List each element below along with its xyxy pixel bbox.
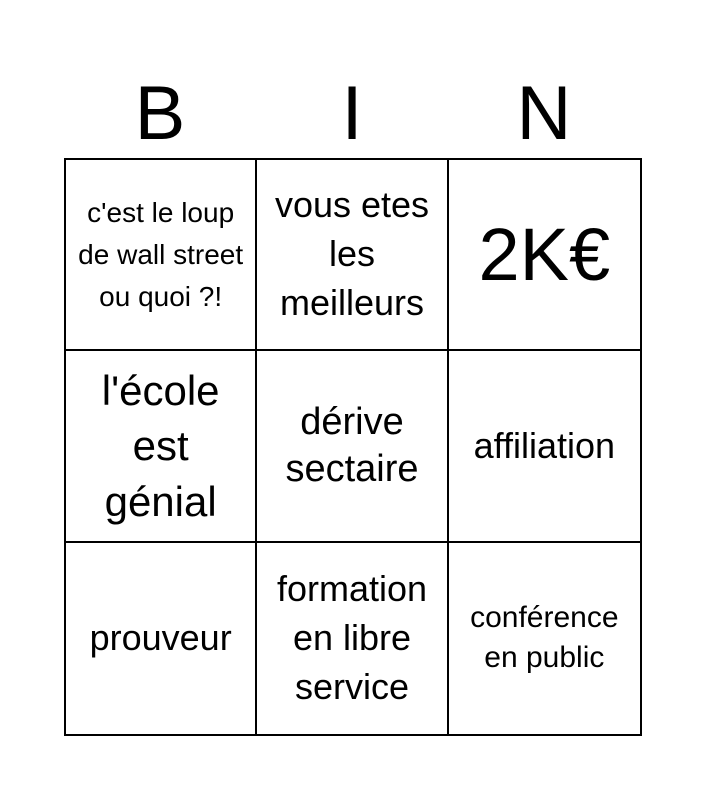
bingo-cell-r3c1[interactable] bbox=[66, 543, 257, 734]
bingo-cell-text: l'école est génial bbox=[101, 366, 220, 525]
bingo-cell-text: affiliation bbox=[473, 424, 616, 466]
bingo-cell-r3c3[interactable] bbox=[449, 543, 640, 734]
bingo-header bbox=[64, 70, 640, 158]
bingo-cell-r2c2[interactable] bbox=[257, 351, 448, 542]
header-letter-i: I bbox=[341, 71, 363, 156]
bingo-cell-text: prouveur bbox=[89, 616, 232, 658]
bingo-cell-r2c3[interactable] bbox=[449, 351, 640, 542]
bingo-grid bbox=[64, 158, 642, 736]
bingo-cell-text: vous etes les meilleurs bbox=[274, 184, 430, 324]
bingo-cell-r1c2[interactable] bbox=[257, 160, 448, 351]
bingo-cell-r2c1[interactable] bbox=[66, 351, 257, 542]
header-letter-n: N bbox=[516, 71, 572, 156]
bingo-cell-r1c1[interactable] bbox=[66, 160, 257, 351]
bingo-cell-text: conférence en public bbox=[470, 600, 619, 675]
bingo-cell-r1c3[interactable] bbox=[449, 160, 640, 351]
bingo-cell-text: dérive sectaire bbox=[285, 400, 419, 490]
bingo-cell-text: formation en libre service bbox=[276, 567, 428, 707]
bingo-cell-r3c2[interactable] bbox=[257, 543, 448, 734]
header-letter-b: B bbox=[134, 71, 186, 156]
bingo-cell-text: 2K€ bbox=[478, 212, 611, 296]
bingo-cell-text: c'est le loup de wall street ou quoi ?! bbox=[78, 196, 244, 312]
